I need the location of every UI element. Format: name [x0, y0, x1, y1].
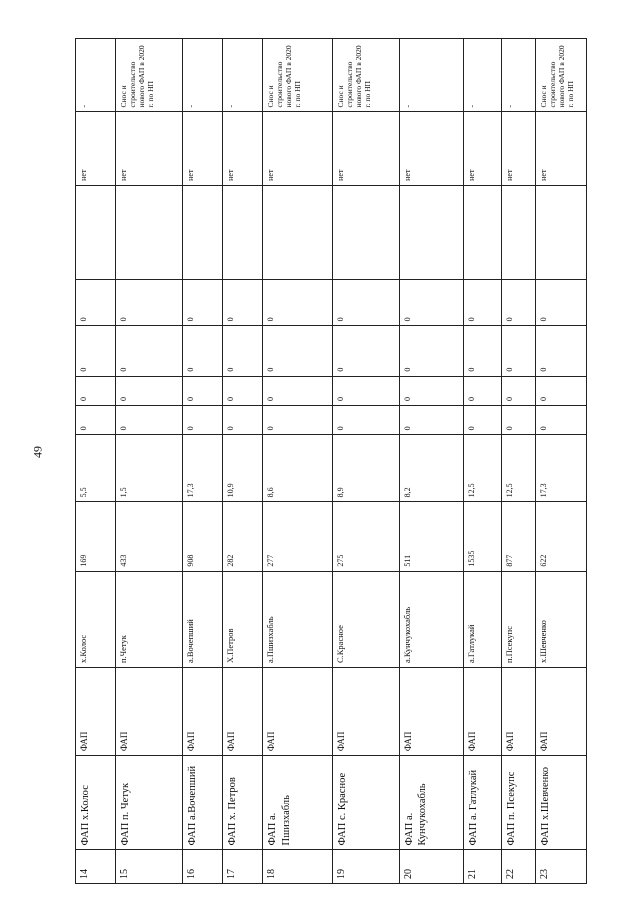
cell-distance: 12,5: [464, 435, 502, 502]
cell-facility-type: ФАП: [116, 668, 183, 756]
cell-indicator-2: 0: [332, 376, 399, 405]
cell-availability: нет: [332, 112, 399, 185]
cell-distance: 8,9: [332, 435, 399, 502]
cell-indicator-3: 0: [223, 326, 263, 376]
cell-facility-name: ФАП а. Гатлукай: [464, 756, 502, 850]
cell-indicator-5: [76, 185, 116, 279]
cell-indicator-3: 0: [502, 326, 535, 376]
cell-indicator-2: 0: [263, 376, 332, 405]
table-row: [464, 39, 502, 884]
cell-availability: нет: [223, 112, 263, 185]
cell-facility-type: ФАП: [464, 668, 502, 756]
cell-indicator-3: 0: [183, 326, 223, 376]
cell-indicator-4: 0: [116, 280, 183, 326]
cell-indicator-3: 0: [535, 326, 586, 376]
cell-locality: п.Псекупс: [502, 571, 535, 667]
cell-indicator-2: 0: [116, 376, 183, 405]
cell-facility-type: ФАП: [263, 668, 332, 756]
cell-indicator-2: 0: [76, 376, 116, 405]
cell-indicator-4: 0: [223, 280, 263, 326]
cell-availability: нет: [183, 112, 223, 185]
cell-locality: а.Вочепший: [183, 571, 223, 667]
cell-note: -: [183, 39, 223, 112]
cell-distance: 8,2: [399, 435, 464, 502]
facilities-table: [75, 38, 587, 884]
cell-population: 277: [263, 502, 332, 571]
cell-indicator-5: [263, 185, 332, 279]
cell-indicator-4: 0: [502, 280, 535, 326]
cell-note: Снос и строительство нового ФАП в 2020 г. по НП: [263, 39, 332, 112]
cell-indicator-5: [464, 185, 502, 279]
cell-locality: а.Пшизхабль: [263, 571, 332, 667]
cell-availability: нет: [76, 112, 116, 185]
cell-population: 622: [535, 502, 586, 571]
cell-indicator-3: 0: [399, 326, 464, 376]
cell-population: 1535: [464, 502, 502, 571]
cell-indicator-5: [332, 185, 399, 279]
cell-note: -: [223, 39, 263, 112]
cell-population: 275: [332, 502, 399, 571]
cell-indicator-5: [502, 185, 535, 279]
cell-row-number: 16: [183, 850, 223, 884]
cell-availability: нет: [535, 112, 586, 185]
cell-population: 877: [502, 502, 535, 571]
cell-row-number: 20: [399, 850, 464, 884]
cell-row-number: 17: [223, 850, 263, 884]
cell-locality: Х.Петров: [223, 571, 263, 667]
cell-indicator-1: 0: [464, 405, 502, 434]
cell-note: -: [464, 39, 502, 112]
table-row: [399, 39, 464, 884]
cell-indicator-2: 0: [223, 376, 263, 405]
cell-facility-type: ФАП: [332, 668, 399, 756]
cell-facility-name: ФАП п. Псекупс: [502, 756, 535, 850]
cell-indicator-1: 0: [223, 405, 263, 434]
cell-locality: х.Колос: [76, 571, 116, 667]
cell-indicator-1: 0: [76, 405, 116, 434]
cell-indicator-3: 0: [263, 326, 332, 376]
cell-facility-name: ФАП с. Красное: [332, 756, 399, 850]
cell-facility-name: ФАП п. Четук: [116, 756, 183, 850]
table-row: [76, 39, 116, 884]
cell-indicator-1: 0: [116, 405, 183, 434]
cell-indicator-4: 0: [464, 280, 502, 326]
cell-distance: 1,5: [116, 435, 183, 502]
cell-indicator-2: 0: [464, 376, 502, 405]
cell-row-number: 14: [76, 850, 116, 884]
table-row: [116, 39, 183, 884]
cell-indicator-5: [183, 185, 223, 279]
cell-population: 908: [183, 502, 223, 571]
cell-locality: х.Шевченко: [535, 571, 586, 667]
cell-note: -: [399, 39, 464, 112]
cell-facility-type: ФАП: [399, 668, 464, 756]
cell-population: 511: [399, 502, 464, 571]
table-row: [263, 39, 332, 884]
document-table-rotated: [75, 38, 587, 884]
cell-distance: 10,9: [223, 435, 263, 502]
cell-availability: нет: [502, 112, 535, 185]
cell-facility-name: ФАП х.Шевченко: [535, 756, 586, 850]
cell-facility-type: ФАП: [76, 668, 116, 756]
cell-indicator-2: 0: [399, 376, 464, 405]
cell-distance: 5,5: [76, 435, 116, 502]
cell-indicator-1: 0: [502, 405, 535, 434]
cell-note: Снос и строительство нового ФАП в 2020 г. по НП: [332, 39, 399, 112]
cell-note: Снос и строительство нового ФАП в 2020 г. по НП: [116, 39, 183, 112]
cell-locality: а.Кунчукохабль: [399, 571, 464, 667]
cell-population: 169: [76, 502, 116, 571]
cell-facility-name: ФАП а. Кунчукохабль: [399, 756, 464, 850]
cell-indicator-4: 0: [263, 280, 332, 326]
cell-locality: С.Красное: [332, 571, 399, 667]
cell-indicator-1: 0: [535, 405, 586, 434]
cell-indicator-1: 0: [263, 405, 332, 434]
cell-indicator-4: 0: [76, 280, 116, 326]
cell-distance: 8,6: [263, 435, 332, 502]
cell-indicator-3: 0: [464, 326, 502, 376]
table-row: [502, 39, 535, 884]
cell-indicator-5: [535, 185, 586, 279]
cell-distance: 17,3: [183, 435, 223, 502]
cell-facility-type: ФАП: [535, 668, 586, 756]
cell-facility-type: ФАП: [223, 668, 263, 756]
cell-facility-type: ФАП: [183, 668, 223, 756]
table-row: [183, 39, 223, 884]
cell-note: -: [76, 39, 116, 112]
cell-indicator-4: 0: [535, 280, 586, 326]
cell-note: -: [502, 39, 535, 112]
cell-indicator-5: [399, 185, 464, 279]
cell-row-number: 19: [332, 850, 399, 884]
cell-indicator-2: 0: [183, 376, 223, 405]
cell-facility-type: ФАП: [502, 668, 535, 756]
cell-facility-name: ФАП а.Вочепший: [183, 756, 223, 850]
cell-note: Снос и строительство нового ФАП в 2020 г. по НП: [535, 39, 586, 112]
cell-indicator-3: 0: [332, 326, 399, 376]
cell-distance: 17,3: [535, 435, 586, 502]
cell-facility-name: ФАП х.Колос: [76, 756, 116, 850]
table-row: [535, 39, 586, 884]
cell-indicator-2: 0: [502, 376, 535, 405]
cell-indicator-2: 0: [535, 376, 586, 405]
cell-indicator-3: 0: [76, 326, 116, 376]
cell-row-number: 23: [535, 850, 586, 884]
table-row: [223, 39, 263, 884]
cell-facility-name: ФАП х. Петров: [223, 756, 263, 850]
cell-availability: нет: [263, 112, 332, 185]
cell-indicator-1: 0: [183, 405, 223, 434]
cell-availability: нет: [464, 112, 502, 185]
cell-population: 282: [223, 502, 263, 571]
cell-locality: п.Четук: [116, 571, 183, 667]
cell-indicator-4: 0: [183, 280, 223, 326]
cell-indicator-4: 0: [399, 280, 464, 326]
cell-row-number: 22: [502, 850, 535, 884]
page-number: 49: [30, 446, 45, 458]
cell-row-number: 18: [263, 850, 332, 884]
cell-indicator-1: 0: [332, 405, 399, 434]
cell-indicator-3: 0: [116, 326, 183, 376]
cell-distance: 12,5: [502, 435, 535, 502]
cell-facility-name: ФАП а. Пшизхабль: [263, 756, 332, 850]
cell-population: 433: [116, 502, 183, 571]
cell-availability: нет: [116, 112, 183, 185]
table-body: [76, 39, 587, 884]
cell-row-number: 21: [464, 850, 502, 884]
cell-indicator-5: [223, 185, 263, 279]
cell-indicator-1: 0: [399, 405, 464, 434]
cell-availability: нет: [399, 112, 464, 185]
cell-indicator-5: [116, 185, 183, 279]
table-row: [332, 39, 399, 884]
cell-locality: а.Гатлукай: [464, 571, 502, 667]
cell-indicator-4: 0: [332, 280, 399, 326]
cell-row-number: 15: [116, 850, 183, 884]
